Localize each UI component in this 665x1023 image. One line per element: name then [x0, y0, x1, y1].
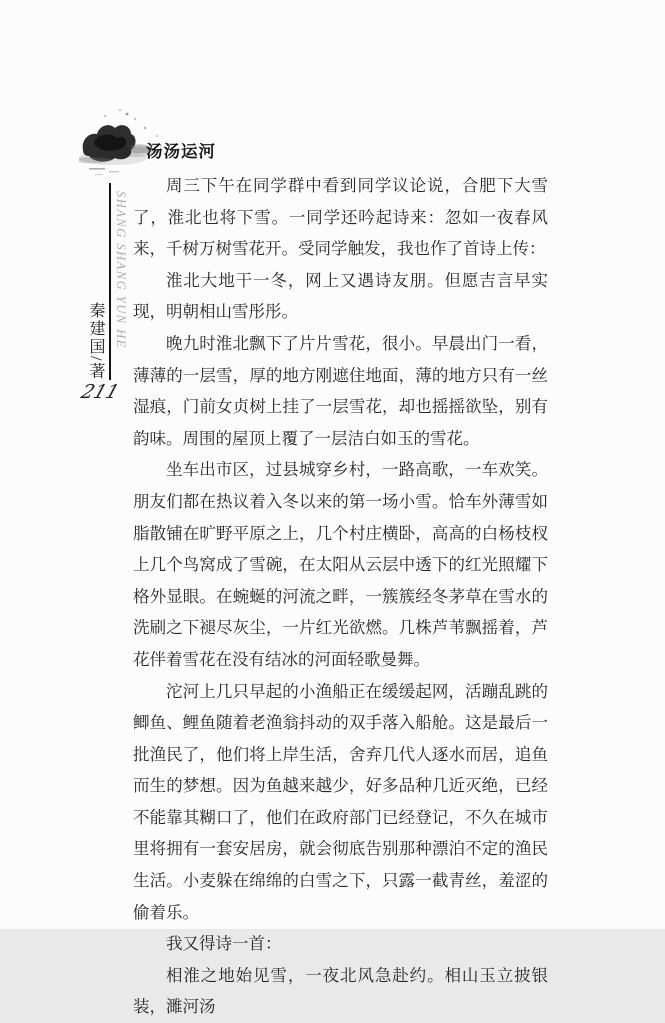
paragraph-poem-2: 相淮之地始见雪，一夜北风急赴约。相山玉立披银装，濉河汤 [133, 965, 548, 1017]
page-number: 211 [78, 381, 122, 403]
spine-divider-line [109, 183, 111, 380]
spine-book-title-pinyin: SHANG SHANG YUN HE [114, 191, 128, 349]
paragraph-fishermen: 沱河上几只早起的小渔船正在缓缓起网，活蹦乱跳的鲫鱼、鲤鱼随着老渔翁抖动的双手落入船舱。这是最后一批渔民了，他们将上岸生活，舍弃几代人逐水而居，追鱼而生的梦想。因为鱼越来越少，好多品种几近灭绝，已经不能靠其糊口了，他们在政府部门已经登记，不久在城市里将拥有一套安居房，就会彻底告别那种漂泊不定的渔民生活。小麦躲在绵绵的白雪之下，只露一截青丝，羞涩的偷着乐。 [133, 681, 548, 922]
paragraph-poem-intro: 我又得诗一首： [166, 934, 282, 954]
body-text-block [133, 170, 548, 1023]
paragraph-intro: 周三下午在同学群中看到同学议论说，合肥下大雪了，淮北也将下雪。一同学还吟起诗来：忽如一夜春风来，千树万树雪花开。受同学触发，我也作了首诗上传： [133, 176, 548, 259]
paragraph-countryside: 坐车出市区，过县城穿乡村，一路高歌，一车欢笑。朋友们都在热议着入冬以来的第一场小雪。恰车外薄雪如脂散铺在旷野平原之上，几个村庄横卧，高高的白杨枝杈上几个鸟窝成了雪碗，在太阳从云层中透下的红光照耀下格外显眼。在蜿蜒的河流之畔，一簇簇经冬茅草在雪水的洗刷之下褪尽灰尘，一片红光欲燃。几株芦苇飘摇着，芦花伴着雪花在没有结冰的河面轻歌曼舞。 [133, 460, 548, 669]
chapter-title: 汤汤运河 [146, 143, 216, 161]
spine-author-name: 秦建国/著 [87, 302, 104, 381]
paragraph-morning-snow: 晚九时淮北飘下了片片雪花，很小。早晨出门一看，薄薄的一层雪，厚的地方刚遮住地面，薄的地方只有一丝湿痕，门前女贞树上挂了一层雪花，却也摇摇欲坠，别有韵味。周围的屋顶上覆了一层洁白如玉的雪花。 [133, 333, 548, 448]
paragraph-poem-1: 淮北大地干一冬，网上又遇诗友朋。但愿吉言早实现，明朝相山雪彤彤。 [133, 270, 548, 322]
